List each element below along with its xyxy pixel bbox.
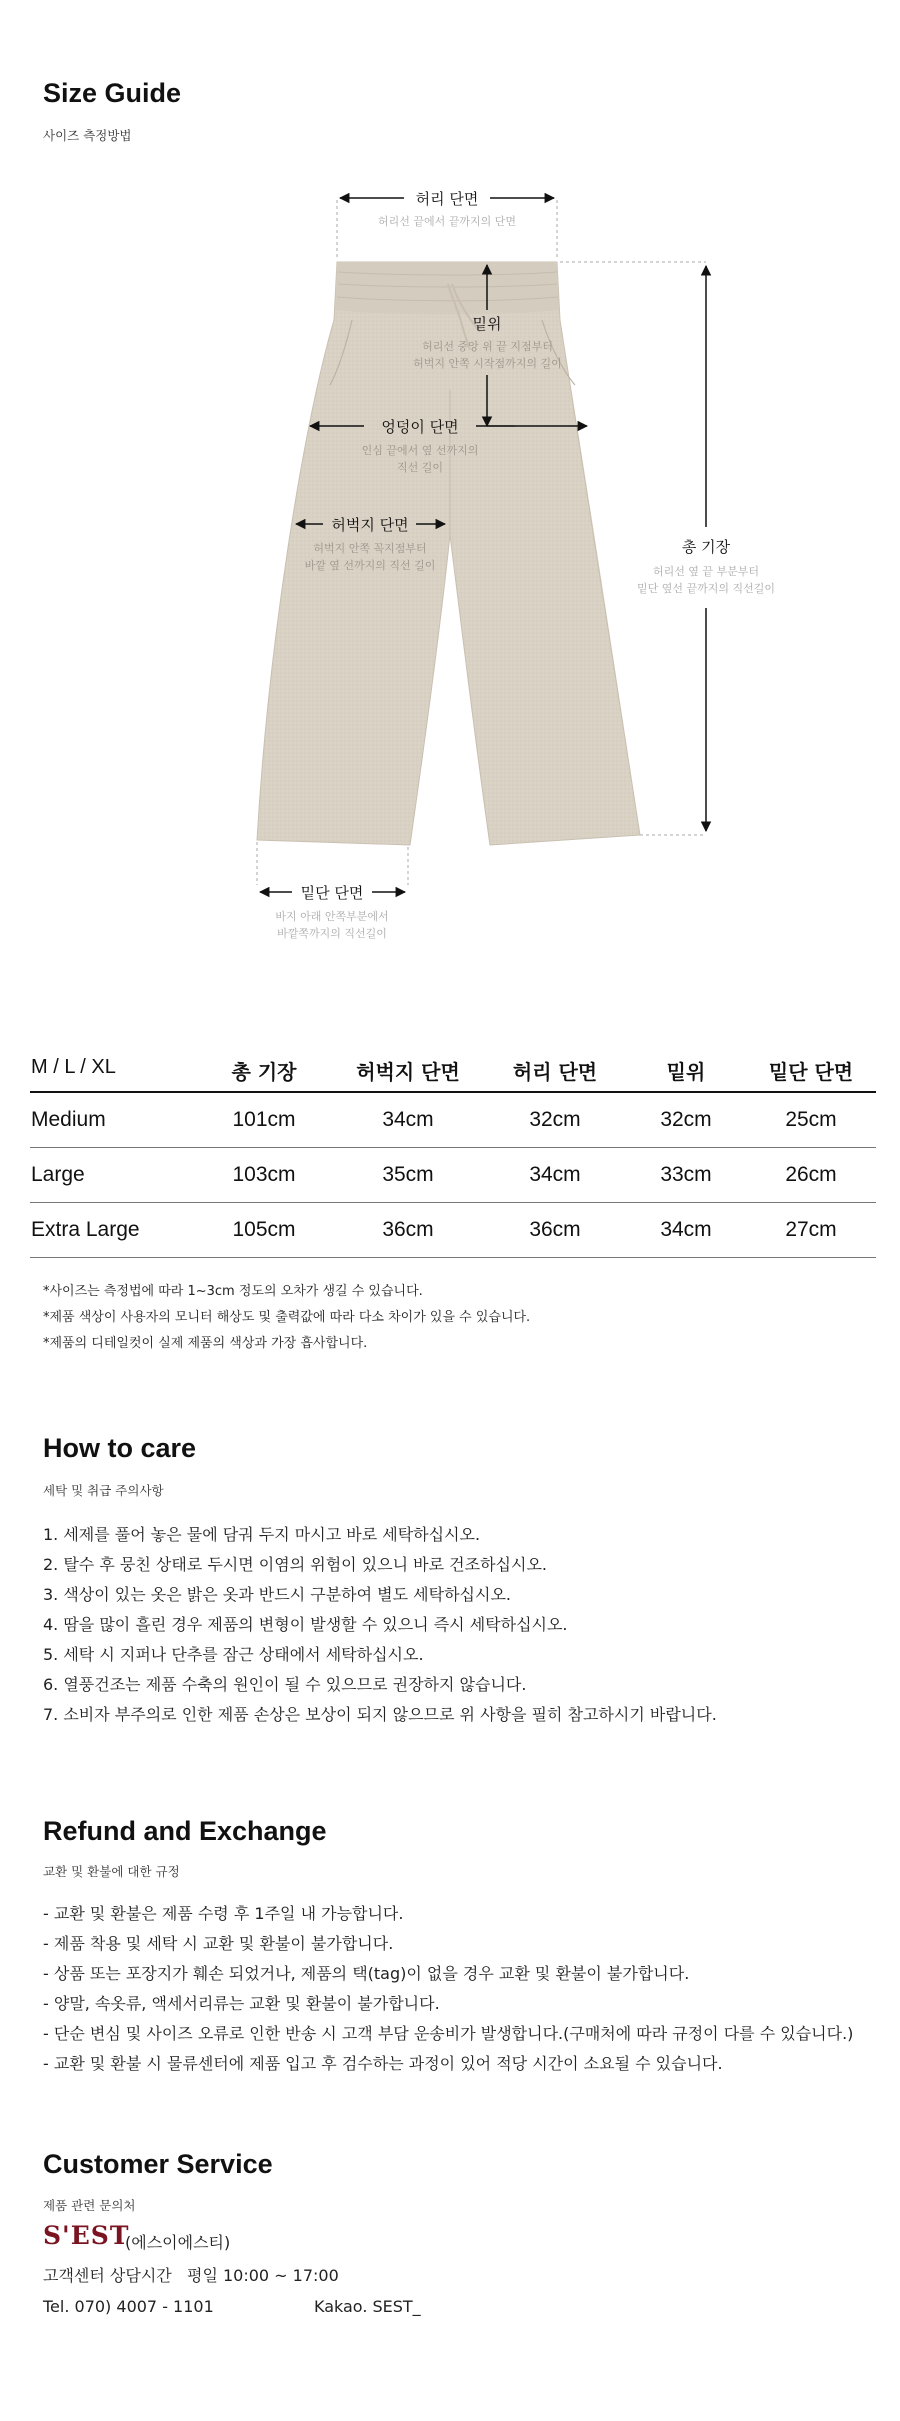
size-table xyxy=(30,1056,876,1258)
table-header-row xyxy=(30,1056,876,1092)
service-hours: 고객센터 상담시간 평일 10:00 ~ 17:00 xyxy=(43,2266,339,2285)
hip-label: 엉덩이 단면 xyxy=(381,418,459,436)
size-guide-subtitle: 사이즈 측정방법 xyxy=(43,128,132,143)
brand-name-kr: (에스이에스티) xyxy=(125,2233,231,2252)
care-list xyxy=(43,1520,717,1730)
hem-desc-1: 바지 아래 안쪽부분에서 xyxy=(275,910,389,923)
waist-desc: 허리선 끝에서 끝까지의 단면 xyxy=(377,215,516,228)
header-rise: 밑위 xyxy=(626,1056,746,1092)
list-item: 5. 세탁 시 지퍼나 단추를 잠근 상태에서 세탁하십시오. xyxy=(43,1645,424,1664)
cell-waist: 34cm xyxy=(484,1147,626,1202)
size-notes xyxy=(43,1279,530,1357)
total-length-desc-2: 밑단 옆선 끝까지의 직선길이 xyxy=(636,582,775,595)
hip-desc-1: 인심 끝에서 옆 선까지의 xyxy=(361,444,479,457)
refund-list xyxy=(43,1899,853,2079)
list-item: - 상품 또는 포장지가 훼손 되었거나, 제품의 택(tag)이 없을 경우 교환 및 환불이 불가합니다. xyxy=(43,1964,690,1983)
cell-waist: 32cm xyxy=(484,1092,626,1147)
cell-size: Medium xyxy=(30,1092,196,1147)
list-item: 3. 색상이 있는 옷은 밝은 옷과 반드시 구분하여 별도 세탁하십시오. xyxy=(43,1585,511,1604)
cell-thigh: 36cm xyxy=(332,1202,484,1257)
cell-hem: 27cm xyxy=(746,1202,876,1257)
header-waist: 허리 단면 xyxy=(484,1056,626,1092)
header-total-length: 총 기장 xyxy=(196,1056,332,1092)
waist-label: 허리 단면 xyxy=(415,190,479,208)
cell-total-length: 103cm xyxy=(196,1147,332,1202)
list-item: 2. 탈수 후 뭉친 상태로 두시면 이염의 위험이 있으니 바로 건조하십시오. xyxy=(43,1555,547,1574)
brand-logo: S'EST xyxy=(43,2221,130,2250)
cell-rise: 33cm xyxy=(626,1147,746,1202)
service-title: Customer Service xyxy=(43,2149,273,2179)
care-title: How to care xyxy=(43,1433,197,1463)
list-item: - 제품 착용 및 세탁 시 교환 및 환불이 불가합니다. xyxy=(43,1934,394,1953)
cell-thigh: 34cm xyxy=(332,1092,484,1147)
hip-desc-2: 직선 길이 xyxy=(396,461,443,474)
header-hem: 밑단 단면 xyxy=(746,1056,876,1092)
cell-thigh: 35cm xyxy=(332,1147,484,1202)
cell-hem: 25cm xyxy=(746,1092,876,1147)
service-subtitle: 제품 관련 문의처 xyxy=(43,2198,136,2213)
list-item: - 단순 변심 및 사이즈 오류로 인한 반송 시 고객 부담 운송비가 발생합니다.(구매처에 따라 규정이 다를 수 있습니다.) xyxy=(43,2024,854,2043)
note-item: *제품의 디테일컷이 실제 제품의 색상과 가장 흡사합니다. xyxy=(43,1336,368,1351)
list-item: - 교환 및 환불 시 물류센터에 제품 입고 후 검수하는 과정이 있어 적당 시간이 소요될 수 있습니다. xyxy=(43,2054,723,2073)
hem-label: 밑단 단면 xyxy=(300,884,364,902)
header-size: M / L / XL xyxy=(30,1056,196,1092)
rise-desc-1: 허리선 중앙 위 끝 지점부터 xyxy=(422,340,553,353)
table-row xyxy=(30,1092,876,1147)
list-item: 6. 열풍건조는 제품 수축의 원인이 될 수 있으므로 권장하지 않습니다. xyxy=(43,1675,527,1694)
refund-title: Refund and Exchange xyxy=(43,1816,327,1846)
cell-size: Extra Large xyxy=(30,1202,196,1257)
total-length-desc-1: 허리선 옆 끝 부분부터 xyxy=(652,565,760,578)
thigh-desc-1: 허벅지 안쪽 꼭지점부터 xyxy=(313,542,427,555)
refund-subtitle: 교환 및 환불에 대한 규정 xyxy=(43,1864,180,1879)
service-tel: Tel. 070) 4007 - 1101 xyxy=(43,2297,214,2316)
thigh-label: 허벅지 단면 xyxy=(331,516,409,534)
cell-hem: 26cm xyxy=(746,1147,876,1202)
cell-size: Large xyxy=(30,1147,196,1202)
total-length-label: 총 기장 xyxy=(681,538,731,556)
cell-waist: 36cm xyxy=(484,1202,626,1257)
thigh-desc-2: 바깥 옆 선까지의 직선 길이 xyxy=(304,559,436,572)
list-item: - 양말, 속옷류, 액세서리류는 교환 및 환불이 불가합니다. xyxy=(43,1994,440,2013)
care-subtitle: 세탁 및 취급 주의사항 xyxy=(43,1483,164,1498)
size-guide-title: Size Guide xyxy=(43,78,182,108)
cell-rise: 34cm xyxy=(626,1202,746,1257)
service-kakao: Kakao. SEST_ xyxy=(314,2297,421,2316)
table-row xyxy=(30,1147,876,1202)
list-item: - 교환 및 환불은 제품 수령 후 1주일 내 가능합니다. xyxy=(43,1904,404,1923)
table-row xyxy=(30,1202,876,1257)
list-item: 7. 소비자 부주의로 인한 제품 손상은 보상이 되지 않으므로 위 사항을 필히 참고하시기 바랍니다. xyxy=(43,1705,717,1724)
rise-desc-2: 허벅지 안쪽 시작점까지의 길이 xyxy=(413,357,562,370)
rise-label: 밑위 xyxy=(472,315,502,333)
list-item: 1. 세제를 풀어 놓은 물에 담궈 두지 마시고 바로 세탁하십시오. xyxy=(43,1525,481,1544)
hem-desc-2: 바깥쪽까지의 직선길이 xyxy=(277,927,387,940)
cell-total-length: 101cm xyxy=(196,1092,332,1147)
cell-rise: 32cm xyxy=(626,1092,746,1147)
list-item: 4. 땀을 많이 흘린 경우 제품의 변형이 발생할 수 있으니 즉시 세탁하십시오. xyxy=(43,1615,568,1634)
header-thigh: 허벅지 단면 xyxy=(332,1056,484,1092)
cell-total-length: 105cm xyxy=(196,1202,332,1257)
note-item: *제품 색상이 사용자의 모니터 해상도 및 출력값에 따라 다소 차이가 있을 수 있습니다. xyxy=(43,1310,531,1325)
note-item: *사이즈는 측정법에 따라 1~3cm 정도의 오차가 생길 수 있습니다. xyxy=(43,1284,423,1299)
size-guide-diagram xyxy=(0,180,900,960)
